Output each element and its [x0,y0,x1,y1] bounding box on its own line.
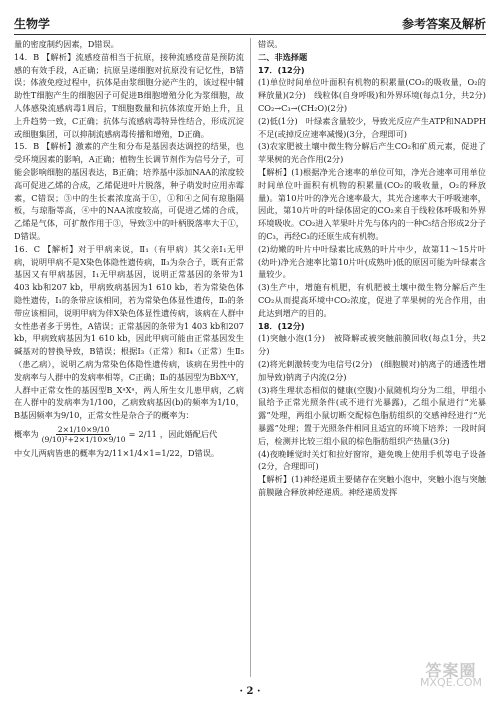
answer-18-3: (3)将生理状态相似的健康(空腹)小鼠随机均分为二组，甲组小鼠给予正常光照条件(或不进行光暴露)，乙组小鼠进行“光暴露”处理，两组小鼠切断交配棕色脂肪组织的交感神经进行“光暴露”处理；置于光照条件相同且适宜的环境下培养；一段时间后，检测并比较三组小鼠的棕色脂肪组织产热量(3分) [258,384,486,446]
answer-14: 14．B 【解析】流感疫苗相当于抗原，接种流感疫苗是预防流感的有效手段，A正确；抗原呈递细胞对抗原没有记忆性，B错误；体液免疫过程中，抗体是由浆细胞分泌产生的，该过程中辅助性T细胞产生的细胞因子可促进B细胞增殖分化为浆细胞，故人体感染流感病毒1周后，T细胞数量和抗体浓度开始上升，且上升趋势一致，C正确；抗体与流感病毒特异性结合，形成沉淀或细胞集团，可以抑制流感病毒传播和增殖，D正确。 [14,51,244,139]
paragraph: 量的密度制约因素，D错误。 [14,39,119,49]
question-17-heading: 17．(12分) [258,64,305,75]
page-number: · 2 · [239,686,261,697]
header-title: 参考答案及解析 [401,17,486,31]
answer-17-3: (3)农家肥被土壤中微生物分解后产生CO₂和矿质元素，促进了苹果树的光合作用(2分) [258,141,486,165]
formula-equals: = [128,429,136,439]
formula-prefix: 概率为 [14,429,39,439]
fraction-numerator: 2×1/10×9/10 [57,424,110,434]
watermark-url: MXQE.COM [420,676,482,689]
answer-18-2: (2)将光刺激转变为电信号(2分) (细胞膜对)钠离子的通透性增加导致)钠离子内流(2分) [258,358,486,382]
page-header [14,10,486,35]
answer-18-1: (1)突触小泡(1分) 被降解或被突触前膜回收(每点1分，共2分) [258,333,486,357]
analysis-17-2: (2)幼嫩的叶片中叶绿素比成熟的叶片中少，故第11～15片叶(幼叶)净光合速率比第10片叶(成熟叶)低的原因可能为叶绿素含量较少。 [258,243,486,280]
formula-result: 2/11 [138,429,157,439]
paragraph: 错误。 [258,39,283,49]
fraction-denominator: (9/10)²+2×1/10×9/10 [41,434,126,444]
analysis-18: 【解析】(1)神经递质主要储存在突触小泡中，突触小泡与突触前膜融合释放神经递质。神经递质发挥 [258,474,486,497]
left-column [14,38,244,677]
answer-18-4: (4)夜晚睡觉时关灯和拉好窗帘，避免晚上使用手机等电子设备(2分，合理即可) [258,448,486,472]
subject-label: 生物学 [14,17,51,31]
analysis-17-3: (3)生产中，增施有机肥，有机肥被土壤中微生物分解后产生CO₂从而提高环境中CO₂浓度，促进了苹果树的光合作用，由此达到增产的目的。 [258,282,486,318]
section-heading: 二、非选择题 [258,51,308,62]
question-18-heading: 18．(12分) [258,320,305,331]
column-divider [250,38,251,677]
answer-17-1: (1)单位时间单位叶面积有机物的积累量(CO₂的吸收量，O₂的释放量)(2分) 线粒体(自身呼吸)和外界环境(每点1分，共2分) CO₂→C₃→(CH₂O)(2分) [258,77,495,113]
answer-16: 16．C 【解析】对于甲病来说，Ⅱ₁（有甲病）其父亲Ⅰ₁无甲病，说明甲病不是X染色体隐性遗传病，Ⅱ₃为杂合子，既有正常基因又有甲病基因，Ⅰ₁无甲病基因，说明正常基因的条带为1 403 kb和207 kb，甲病致病基因为1 610 kb，若为常染色体隐性遗传，Ⅰ₁的条带应该相同，若为常染色体显性遗传，Ⅱ₃的条带应该相同，说明甲病为伴X染色体显性遗传病，该病在人群中女性患者多于男性，A错误；正常基因的条带为1 403 kb和207 kb，甲病致病基因为1 610 kb，因此甲病可能由正常基因发生碱基对的替换导致，B错误；根据Ⅰ₃（正常）和Ⅰ₄（正常）生Ⅱ₅（患乙病），说明乙病为常染色体隐性遗传病，该病在男性中的发病率与人群中的发病率相等，C正确；Ⅱ₃的基因型为BbXᴬY，人群中正常女性的基因型B_XᵃXᵃ，两人所生女儿患甲病，乙病在人群中的发病率为1/100，乙病致病基因(b)的频率为1/10，B基因频率为9/10，正常女性是杂合子的概率为： [14,243,244,421]
watermark-logo [408,661,494,703]
probability-formula [14,425,244,444]
right-column [258,38,495,677]
fraction [42,425,126,444]
watermark-text: 答案圈 [425,661,477,680]
paragraph: 中女儿两病皆患的概率为2/11×1/4×1=1/22，D错误。 [14,447,220,458]
formula-suffix: ，因此婚配后代 [159,429,218,439]
answer-17-2: (2)低(1分) 叶绿素含量较少，导致光反应产生ATP和NADPH不足(或掉反应速率减慢)(3分，合理即可) [258,115,486,139]
analysis-17-1: 【解析】(1)根据净光合速率的单位可知，净光合速率可用单位时间单位叶面积有机物的积累量(CO₂的吸收量，O₂的释放量)。第10片叶的净光合速率最大，其光合速率大于呼吸速率，因此，第10片叶的叶绿体固定的CO₂来自于线粒体呼吸和外界环境吸收。CO₂进入苹果叶片先与体内的一种C₅结合形成2分子的C₃，再经C₃的还原生成有机物。 [258,166,486,241]
answer-15: 15．B 【解析】激素的产生和分布是基因表达调控的结果，也受环境因素的影响，A正确；植物生长调节剂作为信号分子，可能会影响细胞的基因表达，B正确；培养基中添加NAA的浓度较高可促进乙烯的合成，乙烯促进叶片脱落，种子萌发时应用赤霉素，C错误；③中的生长素浓度高于①，①和④之间有琼脂隔板，与琼脂等高，④中的NAA浓度较高，可促进乙烯的合成，乙烯是气体，可扩散作用于③，导致③中的叶柄脱落率大于①，D错误。 [14,141,244,241]
